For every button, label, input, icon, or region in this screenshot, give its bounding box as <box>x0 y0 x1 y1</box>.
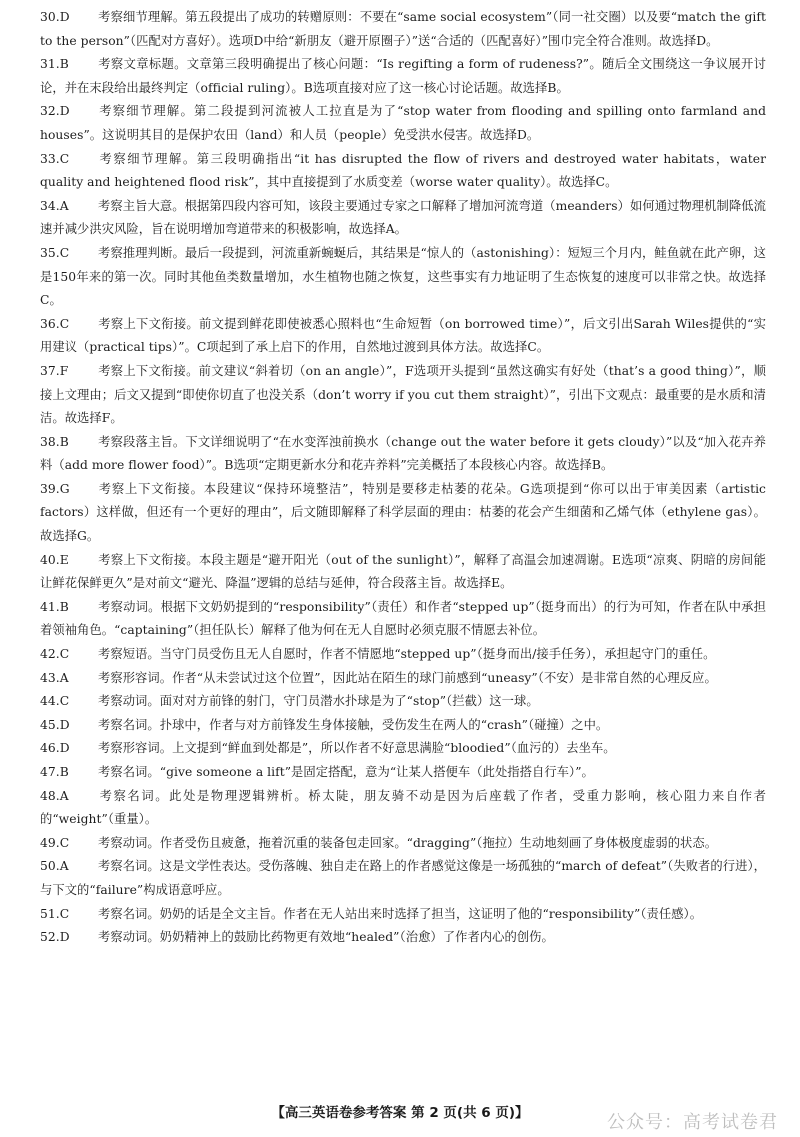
answer-number: 41.B <box>40 599 69 614</box>
answer-explanation: 考察上下文衔接。本段主题是“避开阳光（out of the sunlight）”，解释了高温会加速凋谢。E选项“凉爽、阴暗的房间能让鲜花保鲜更久”是对前文“避光、降温”逻辑的总结与延伸，符合段落主旨。故选择E。 <box>40 552 766 591</box>
answer-explanation: 考察形容词。作者“从未尝试过这个位置”，因此站在陌生的球门前感到“uneasy”（不安）是非常自然的心理反应。 <box>98 670 717 685</box>
answer-explanation: 考察名词。奶奶的话是全文主旨。作者在无人站出来时选择了担当，这证明了他的“responsibility”（责任感）。 <box>98 906 703 921</box>
answer-item <box>40 360 766 431</box>
answer-item <box>40 100 766 147</box>
answer-item <box>40 148 766 195</box>
answer-explanation: 考察段落主旨。下文详细说明了“在水变浑浊前换水（change out the water before it gets cloudy）”以及“加入花卉养料（add more flower food）”。B选项“定期更新水分和花卉养料”完美概括了本段核心内容。故选择B。 <box>40 434 766 473</box>
answer-explanation: 考察细节理解。第三段明确指出“it has disrupted the flow of rivers and destroyed water habitats，water quality and heightened flood risk”，其中直接提到了水质变差（worse water quality）。故选择C。 <box>40 151 766 190</box>
answer-item <box>40 832 766 856</box>
answer-explanation: 考察上下文衔接。本段建议“保持环境整洁”，特别是要移走枯萎的花朵。G选项提到“你可以出于审美因素（artistic factors）这样做，但还有一个更好的理由”，后文随即解释了科学层面的理由：枯萎的花会产生细菌和乙烯气体（ethylene gas）。故选择G。 <box>40 481 766 544</box>
answer-explanation: 考察短语。当守门员受伤且无人自愿时，作者不情愿地“stepped up”（挺身而出/接手任务），承担起守门的重任。 <box>98 647 716 662</box>
answer-number: 48.A <box>40 788 69 803</box>
answer-item <box>40 737 766 761</box>
answer-item <box>40 855 766 902</box>
answer-number: 40.E <box>40 552 69 567</box>
answer-explanation: 考察名词。“give someone a lift”是固定搭配，意为“让某人搭便车（此处指搭自行车）”。 <box>98 765 594 779</box>
answer-explanation: 考察细节理解。第二段提到河流被人工拉直是为了“stop water from flooding and spilling onto farmland and houses”。这说明其目的是保护农田（land）和人员（people）免受洪水侵害。故选择D。 <box>40 104 766 142</box>
answer-explanation: 考察细节理解。第五段提出了成功的转赠原则：不要在“same social ecosystem”（同一社交圈）以及要“match the gift to the person”（匹配对方喜好）。选项D中给“新朋友（避开原圈子）”送“合适的（匹配喜好）”围巾完全符合准则。故选择D。 <box>40 10 766 48</box>
answer-item <box>40 6 766 53</box>
answer-number: 49.C <box>40 835 70 850</box>
answer-number: 35.C <box>40 245 70 260</box>
answer-item <box>40 643 766 667</box>
footer-title: 【高三英语卷参考答案 <box>271 1105 407 1121</box>
answer-list <box>40 6 766 950</box>
answer-number: 31.B <box>40 57 69 72</box>
answer-item <box>40 761 766 785</box>
answer-item <box>40 195 766 242</box>
answer-item <box>40 667 766 691</box>
answer-number: 44.C <box>40 694 70 709</box>
answer-item <box>40 549 766 596</box>
footer-page-number: 第 2 页(共 6 页)】 <box>411 1105 529 1121</box>
answer-item <box>40 903 766 927</box>
answer-item <box>40 431 766 478</box>
answer-number: 37.F <box>40 363 69 378</box>
answer-explanation: 考察名词。此处是物理逻辑辨析。桥太陡，朋友骑不动是因为后座载了作者，受重力影响，核心阻力来自作者的“weight”（重量）。 <box>40 788 766 827</box>
answer-explanation: 考察形容词。上文提到“鲜血到处都是”，所以作者不好意思满脸“bloodied”（血污的）去坐车。 <box>98 741 616 756</box>
answer-item <box>40 596 766 643</box>
answer-number: 36.C <box>40 316 70 331</box>
answer-number: 33.C <box>40 151 70 166</box>
answer-number: 52.D <box>40 930 70 945</box>
answer-explanation: 考察上下文衔接。前文提到鲜花即使被悉心照料也“生命短暂（on borrowed time）”，后文引出Sarah Wiles提供的“实用建议（practical tips）”。C项起到了承上启下的作用，自然地过渡到具体方法。故选择C。 <box>40 316 766 355</box>
answer-explanation: 考察名词。扑球中，作者与对方前锋发生身体接触，受伤发生在两人的“crash”（碰撞）之中。 <box>98 717 609 732</box>
answer-number: 45.D <box>40 717 70 732</box>
answer-number: 50.A <box>40 859 69 874</box>
answer-number: 46.D <box>40 741 70 756</box>
answer-explanation: 考察文章标题。文章第三段明确提出了核心问题：“Is regifting a form of rudeness?”。随后全文围绕这一争议展开讨论，并在末段给出最终判定（official ruling）。B选项直接对应了这一核心讨论话题。故选择B。 <box>40 57 766 95</box>
answer-explanation: 考察名词。这是文学性表达。受伤落魄、独自走在路上的作者感觉这像是一场孤独的“march of defeat”（失败者的行进），与下文的“failure”构成语意呼应。 <box>40 859 766 897</box>
answer-number: 38.B <box>40 434 69 449</box>
answer-item <box>40 785 766 832</box>
answer-number: 43.A <box>40 670 69 685</box>
answer-explanation: 考察动词。奶奶精神上的鼓励比药物更有效地“healed”（治愈）了作者内心的创伤。 <box>98 930 554 945</box>
answer-item <box>40 478 766 549</box>
answer-explanation: 考察动词。面对对方前锋的射门，守门员潜水扑球是为了“stop”（拦截）这一球。 <box>98 694 539 709</box>
answer-explanation: 考察主旨大意。根据第四段内容可知，该段主要通过专家之口解释了增加河流弯道（meanders）如何通过物理机制降低流速并减少洪灾风险，旨在说明增加弯道带来的积极影响，故选择A。 <box>40 198 766 237</box>
answer-explanation: 考察动词。根据下文奶奶提到的“responsibility”（责任）和作者“stepped up”（挺身而出）的行为可知，作者在队中承担着领袖角色。“captaining”（担任队长）解释了他为何在无人自愿时必须克服不情愿去补位。 <box>40 599 766 638</box>
answer-item <box>40 926 766 950</box>
answer-item <box>40 242 766 313</box>
answer-number: 32.D <box>40 104 70 119</box>
watermark-text: 公众号：高考试卷君 <box>607 1112 778 1133</box>
answer-explanation: 考察上下文衔接。前文建议“斜着切（on an angle）”，F选项开头提到“虽然这确实有好处（that’s a good thing）”，顺接上文理由；后文又提到“即使你切直了也没关系（don’t worry if you cut them straight）”，引出下文观点：最重要的是水质和清洁。故选择F。 <box>40 363 766 426</box>
answer-item <box>40 53 766 100</box>
answer-item <box>40 690 766 714</box>
answer-number: 51.C <box>40 906 70 921</box>
answer-number: 30.D <box>40 10 70 24</box>
answer-number: 47.B <box>40 765 69 779</box>
answer-number: 42.C <box>40 647 70 662</box>
answer-number: 39.G <box>40 481 70 496</box>
answer-number: 34.A <box>40 198 69 213</box>
answer-item <box>40 714 766 738</box>
answer-explanation: 考察推理判断。最后一段提到，河流重新蜿蜒后，其结果是“惊人的（astonishing）：短短三个月内，鲑鱼就在此产卵，这是150年来的第一次。同时其他鱼类数量增加，水生植物也随之恢复，这些事实有力地证明了生态恢复的速度可以非常之快。故选择C。 <box>40 245 766 308</box>
answer-item <box>40 313 766 360</box>
answer-explanation: 考察动词。作者受伤且疲惫，拖着沉重的装备包走回家。“dragging”（拖拉）生动地刻画了身体极度虚弱的状态。 <box>98 835 718 850</box>
